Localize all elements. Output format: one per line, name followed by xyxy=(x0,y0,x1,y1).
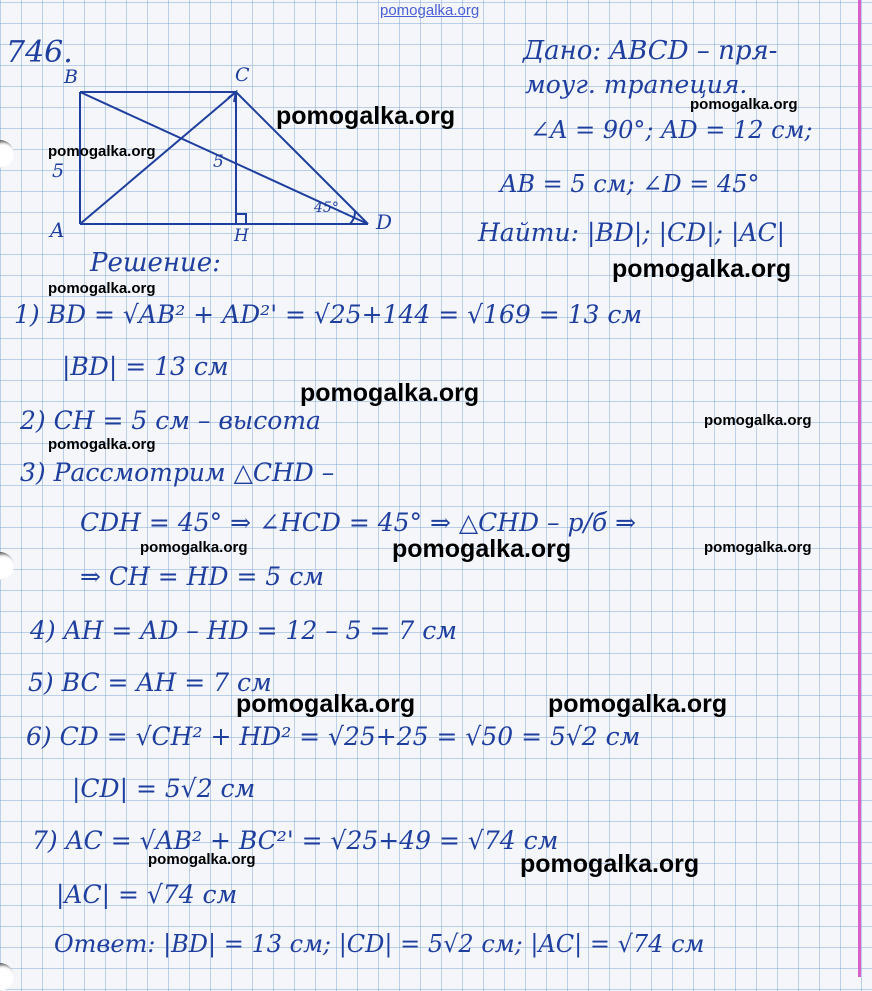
vertex-label-c: C xyxy=(235,64,250,86)
watermark: pomogalka.org xyxy=(704,412,812,429)
step-2: 2) CH = 5 см – высота xyxy=(20,406,321,435)
step-7: 7) AC = √AB² + BC²' = √25+49 = √74 см xyxy=(32,826,559,855)
solution-title: Решение: xyxy=(90,248,221,278)
right-angle-mark xyxy=(236,214,246,224)
step-1: 1) BD = √AB² + AD²' = √25+144 = √169 = 13 см xyxy=(14,300,643,329)
given-line-1: Дано: ABCD – пря- xyxy=(523,36,778,66)
site-url-top[interactable]: pomogalka.org xyxy=(380,2,480,19)
side-ch-label: 5 xyxy=(213,152,224,172)
vertex-label-b: B xyxy=(64,66,78,88)
watermark: pomogalka.org xyxy=(140,539,248,556)
step-6-result: |CD| = 5√2 см xyxy=(72,774,256,803)
watermark: pomogalka.org xyxy=(520,850,700,878)
watermark: pomogalka.org xyxy=(548,690,728,718)
angle-d-label: 45° xyxy=(314,200,339,216)
watermark: pomogalka.org xyxy=(48,436,156,453)
watermark: pomogalka.org xyxy=(690,96,798,113)
watermark: pomogalka.org xyxy=(48,280,156,297)
find-line: Найти: |BD|; |CD|; |AC| xyxy=(478,218,786,247)
side-ab-label: 5 xyxy=(52,160,65,182)
watermark: pomogalka.org xyxy=(48,143,156,160)
step-7-result: |AC| = √74 см xyxy=(56,880,238,909)
watermark: pomogalka.org xyxy=(392,535,572,563)
step-3-line-2: CDH = 45° ⇒ ∠HCD = 45° ⇒ △CHD – р/б ⇒ xyxy=(80,508,637,537)
problem-number: 746. xyxy=(6,35,73,70)
given-line-3: ∠A = 90°; AD = 12 см; xyxy=(530,116,813,144)
step-6: 6) CD = √CH² + HD² = √25+25 = √50 = 5√2 см xyxy=(26,722,641,751)
vertex-label-d: D xyxy=(376,210,393,234)
step-3-line-3: ⇒ CH = HD = 5 см xyxy=(80,562,324,591)
vertex-label-h: H xyxy=(234,226,249,246)
watermark: pomogalka.org xyxy=(148,851,256,868)
watermark: pomogalka.org xyxy=(236,690,416,718)
given-line-4: AB = 5 см; ∠D = 45° xyxy=(500,170,760,198)
answer-line: Ответ: |BD| = 13 см; |CD| = 5√2 см; |AC| = √74 см xyxy=(54,930,705,958)
step-1-result: |BD| = 13 см xyxy=(62,352,229,381)
given-line-2: моуг. трапеция. xyxy=(525,70,748,99)
watermark: pomogalka.org xyxy=(300,379,480,407)
step-5: 5) BC = AH = 7 см xyxy=(28,668,272,697)
watermark: pomogalka.org xyxy=(612,255,792,283)
watermark: pomogalka.org xyxy=(276,102,456,130)
arrow-ac xyxy=(228,92,236,102)
step-4: 4) AH = AD – HD = 12 – 5 = 7 см xyxy=(30,616,458,645)
watermark: pomogalka.org xyxy=(704,539,812,556)
step-3: 3) Рассмотрим △CHD – xyxy=(20,458,335,487)
vertex-label-a: A xyxy=(50,218,65,242)
